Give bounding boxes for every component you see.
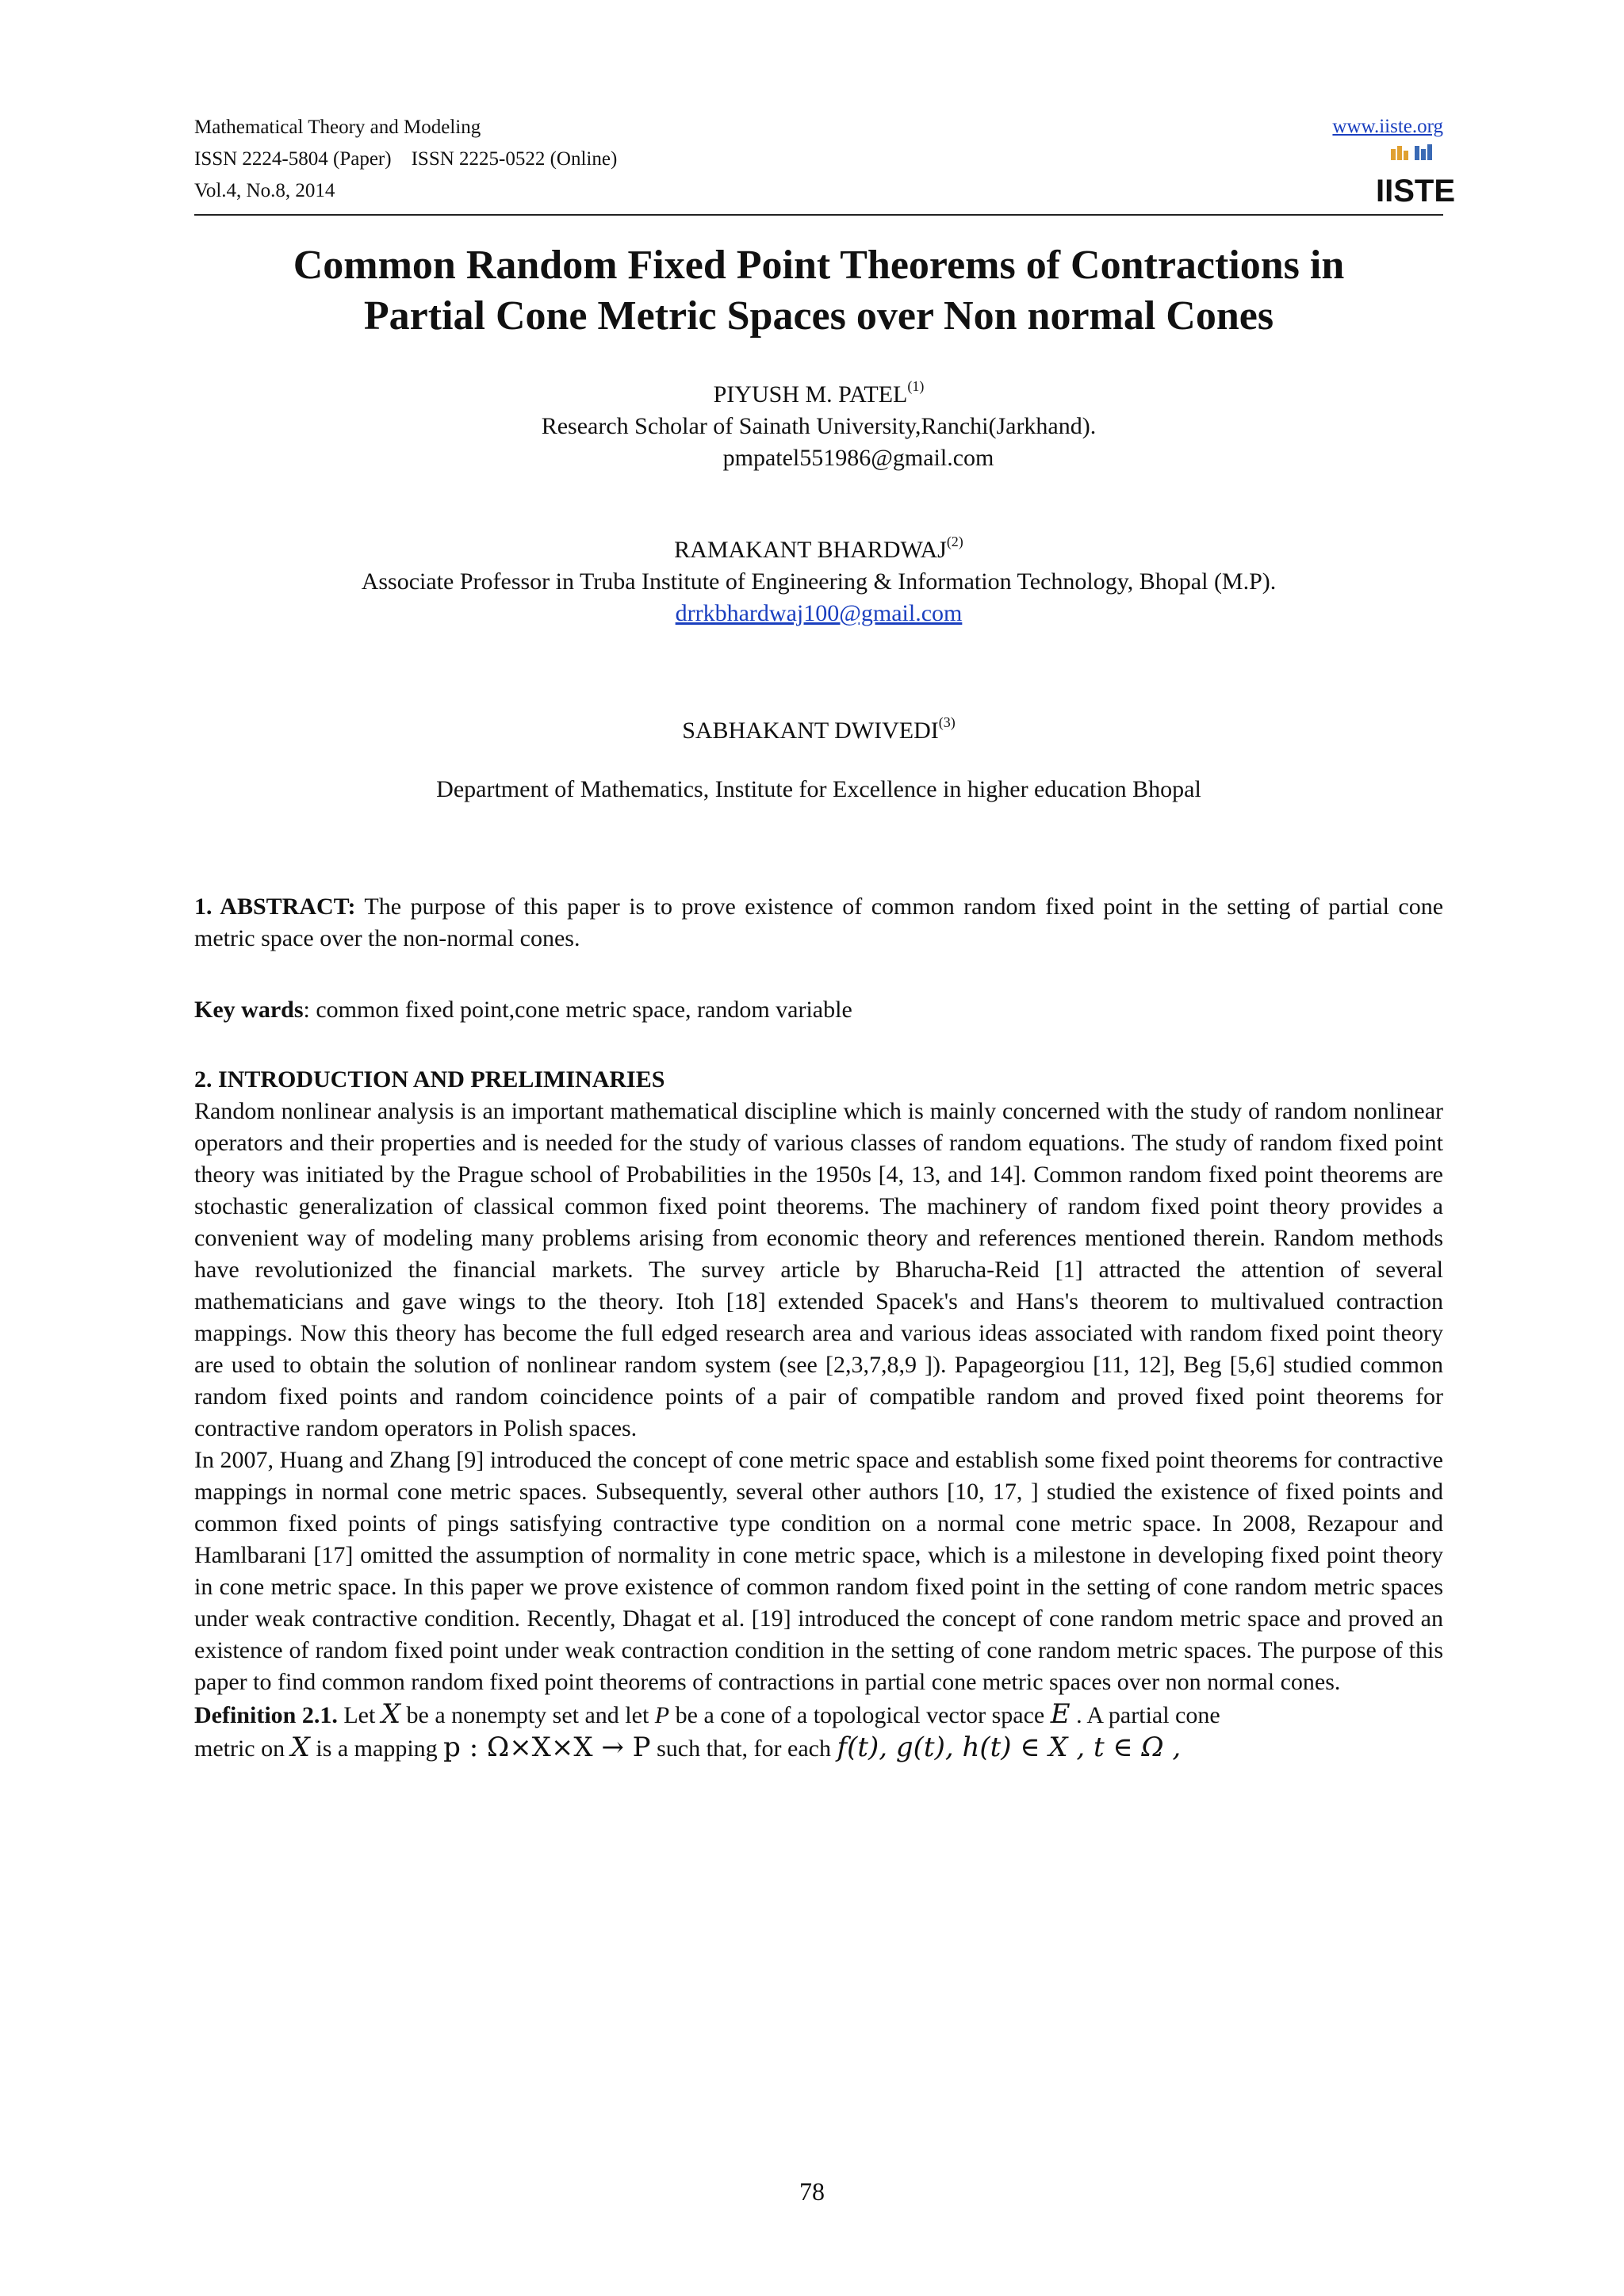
iiste-logo (1375, 143, 1456, 209)
author-1-name: PIYUSH M. PATEL (713, 381, 908, 408)
definition-2-1: Definition 2.1. Let X be a nonempty set and let P be a cone of a topological vector space E . A partial cone metric on X is a mapping p : Ω×X×X → P such that, for each f(t), g(t), h(t) ∈ X , t ∈ Ω , (194, 1698, 1220, 1763)
journal-name: Mathematical Theory and Modeling (194, 117, 481, 138)
condition-formula: f(t), g(t), h(t) ∈ X , t ∈ Ω , (837, 1732, 1182, 1763)
abstract-label: 1. ABSTRACT: (194, 894, 356, 920)
volume: Vol.4, No.8, 2014 (194, 180, 335, 201)
abstract (194, 891, 1443, 955)
section-2-heading: 2. INTRODUCTION AND PRELIMINARIES (194, 1066, 665, 1093)
paper-title (194, 240, 1443, 342)
issn: ISSN 2224-5804 (Paper) ISSN 2225-0522 (Online) (194, 148, 618, 170)
author-1: PIYUSH M. PATEL$^{(1)}$ Research Scholar of Sainath University,Ranchi(Jarkhand). pmpatel551986@gmail.com (194, 379, 1443, 474)
author-3-affiliation: Department of Mathematics, Institute for Excellence in higher education Bhopal (436, 776, 1201, 802)
section-2 (194, 1064, 1443, 1765)
keywords-text: : common fixed point,cone metric space, random variable (303, 997, 852, 1023)
keywords (194, 994, 1443, 1026)
section-2-para-2: In 2007, Huang and Zhang [9] introduced the concept of cone metric space and establish some fixed point theorems for contractive mappings in normal cone metric spaces. Subsequently, several other authors [10, 17, ] studied the existence of fixed points and common fixed points of pings satisfying contractive type condition on a normal cone metric space. In 2008, Rezapour and Hamlbarani [17] omitted the assumption of normality in cone metric space, which is a milestone in developing fixed point theory in cone metric space. In this paper we prove existence of common random fixed point in the setting of cone random metric spaces under weak contractive condition. Recently, Dhagat et al. [19] introduced the concept of cone random metric space and proved an existence of random fixed point under weak contraction condition in the setting of cone random metric spaces. The purpose of this paper to find common random fixed point theorems of contractions in partial cone metric spaces over non normal cones. (194, 1447, 1443, 1695)
author-2-name: RAMAKANT BHARDWAJ (674, 537, 947, 563)
website-link[interactable]: www.iiste.org (1332, 116, 1443, 137)
title-line-1: Common Random Fixed Point Theorems of Contractions in (293, 243, 1345, 288)
author-2-affiliation: Associate Professor in Truba Institute of Engineering & Information Technology, Bhopal (M.P). (361, 568, 1277, 595)
svg-text:IISTE: IISTE (1375, 174, 1456, 209)
section-2-para-1: Random nonlinear analysis is an important mathematical discipline which is mainly concerned with the study of random nonlinear operators and their properties and is needed for the study of various classes of random equations. The study of random fixed point theory was initiated by the Prague school of Probabilities in the 1950s [4, 13, and 14]. Common random fixed point theorems are stochastic generalization of classical common fixed point theorems. The machinery of random fixed point theory provides a convenient way of modeling many problems arising from economic theory and references mentioned therein. Random methods have revolutionized the financial markets. The survey article by Bharucha-Reid [1] attracted the attention of several mathematicians and gave wings to the theory. Itoh [18] extended Spacek's and Hans's theorem to multivalued contraction mappings. Now this theory has become the full edged research area and various ideas associated with random fixed point theory are used to obtain the solution of nonlinear random system (see [2,3,7,8,9 ]). Papageorgiou [11, 12], Beg [5,6] studied common random fixed points and random coincidence points of a pair of compatible random and proved fixed point theorems for contractive random operators in Polish spaces. (194, 1098, 1443, 1441)
page-number: 78 (799, 2177, 825, 2206)
author-3: SABHAKANT DWIVEDI$^{(3)}$ (682, 714, 956, 744)
author-1-email: pmpatel551986@gmail.com (722, 445, 994, 471)
header-rule (194, 214, 1443, 216)
title-line-2: Partial Cone Metric Spaces over Non normal Cones (363, 293, 1274, 339)
author-1-affiliation: Research Scholar of Sainath University,Ranchi(Jarkhand). (541, 413, 1097, 439)
abstract-text: The purpose of this paper is to prove existence of common random fixed point in the setting of partial cone metric space over the non-normal cones. (194, 894, 1444, 951)
author-2-email[interactable]: drrkbhardwaj100@gmail.com (675, 600, 963, 626)
keywords-label: Key wards (194, 997, 304, 1023)
author-2: RAMAKANT BHARDWAJ$^{(2)}$ Associate Professor in Truba Institute of Engineering & Information Technology, Bhopal (M.P). drrkbhardwaj100@gmail.com (194, 534, 1443, 629)
author-3-name: SABHAKANT DWIVEDI (682, 718, 939, 744)
mapping-formula: p : Ω×X×X → P (443, 1732, 651, 1763)
